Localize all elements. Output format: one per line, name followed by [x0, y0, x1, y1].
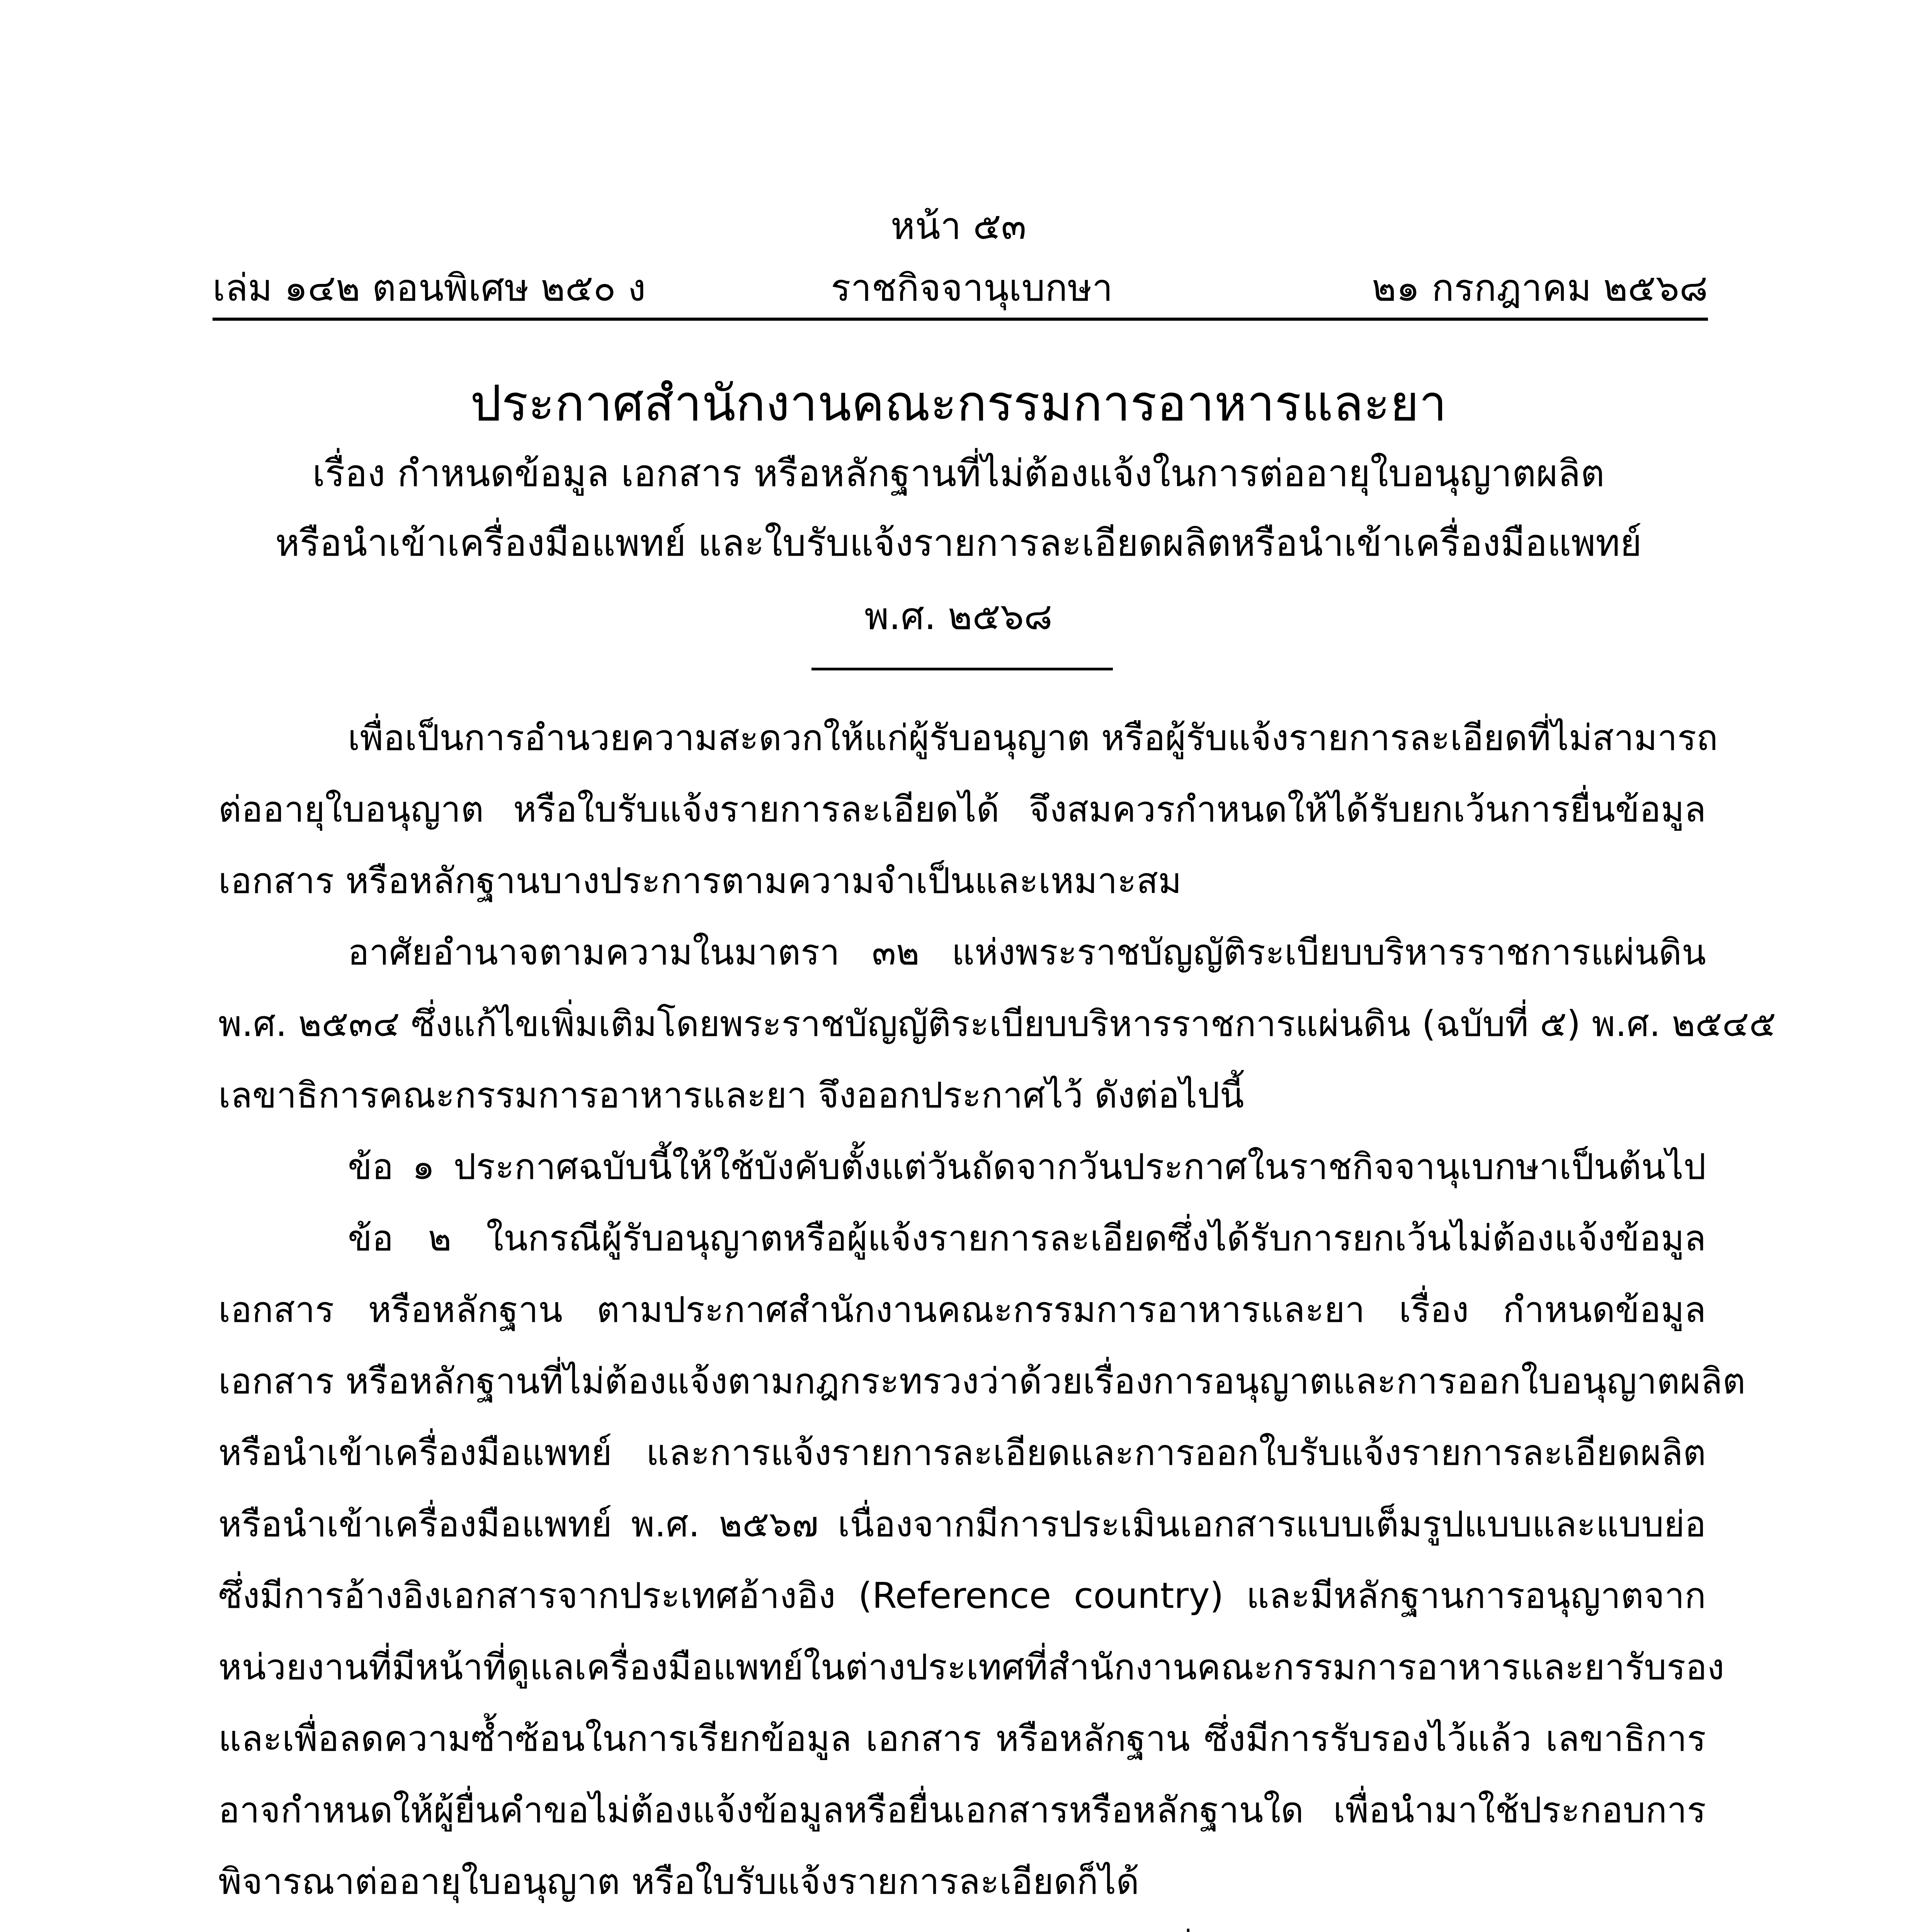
- page-number: หน้า ๕๓: [890, 204, 1027, 248]
- subtitle-line-1: เรื่อง กำหนดข้อมูล เอกสาร หรือหลักฐานที่ไม่ต้องแจ้งในการต่ออายุใบอนุญาตผลิต: [312, 452, 1605, 495]
- clause-1-line: ข้อ ๑ ประกาศฉบับนี้ให้ใช้บังคับตั้งแต่วันถัดจากวันประกาศในราชกิจจานุเบกษาเป็นต้นไป: [348, 1146, 1706, 1187]
- body-line: และเพื่อลดความซ้ำซ้อนในการเรียกข้อมูล เอกสาร หรือหลักฐาน ซึ่งมีการรับรองไว้แล้ว เลขาธิการ: [218, 1718, 1706, 1759]
- subtitle-year: พ.ศ. ๒๕๖๘: [864, 595, 1053, 638]
- body-line: หรือนำเข้าเครื่องมือแพทย์ และการแจ้งรายการละเอียดและการออกใบรับแจ้งรายการละเอียดผลิต: [218, 1432, 1706, 1473]
- body-line: เอกสาร หรือหลักฐาน ตามประกาศสำนักงานคณะกรรมการอาหารและยา เรื่อง กำหนดข้อมูล: [218, 1289, 1706, 1330]
- gazette-name: ราชกิจจานุเบกษา: [831, 266, 1113, 310]
- body-line: พ.ศ. ๒๕๓๔ ซึ่งแก้ไขเพิ่มเติมโดยพระราชบัญญัติระเบียบบริหารราชการแผ่นดิน (ฉบับที่ ๕) พ.ศ. ๒๕๔๕: [218, 1003, 1776, 1044]
- gazette-date: ๒๑ กรกฎาคม ๒๕๖๘: [1372, 266, 1708, 310]
- body-line: ต่ออายุใบอนุญาต หรือใบรับแจ้งรายการละเอียดได้ จึงสมควรกำหนดให้ได้รับยกเว้นการยื่นข้อมูล: [218, 789, 1706, 830]
- header-divider: [213, 318, 1708, 321]
- clause-3-line: [348, 1928, 1706, 1932]
- body-line: ซึ่งมีการอ้างอิงเอกสารจากประเทศอ้างอิง (Reference country) และมีหลักฐานการอนุญาตจาก: [218, 1575, 1706, 1616]
- body-line: อาศัยอำนาจตามความในมาตรา ๓๒ แห่งพระราชบัญญัติระเบียบบริหารราชการแผ่นดิน: [348, 932, 1706, 973]
- gazette-volume: เล่ม ๑๔๒ ตอนพิเศษ ๒๕๐ ง: [213, 266, 646, 310]
- body-line: พิจารณาต่ออายุใบอนุญาต หรือใบรับแจ้งรายการละเอียดก็ได้: [218, 1861, 1140, 1902]
- body-line: เอกสาร หรือหลักฐานที่ไม่ต้องแจ้งตามกฎกระทรวงว่าด้วยเรื่องการอนุญาตและการออกใบอนุญาตผลิต: [218, 1361, 1746, 1402]
- clause-2-line: ข้อ ๒ ในกรณีผู้รับอนุญาตหรือผู้แจ้งรายการละเอียดซึ่งได้รับการยกเว้นไม่ต้องแจ้งข้อมูล: [348, 1218, 1706, 1259]
- body-line: หน่วยงานที่มีหน้าที่ดูแลเครื่องมือแพทย์ในต่างประเทศที่สำนักงานคณะกรรมการอาหารและยารับรอง: [218, 1646, 1725, 1688]
- body-line: อาจกำหนดให้ผู้ยื่นคำขอไม่ต้องแจ้งข้อมูลหรือยื่นเอกสารหรือหลักฐานใด เพื่อนำมาใช้ประกอบการ: [218, 1789, 1706, 1831]
- body-line: เลขาธิการคณะกรรมการอาหารและยา จึงออกประกาศไว้ ดังต่อไปนี้: [218, 1075, 1244, 1116]
- subtitle-line-2: หรือนำเข้าเครื่องมือแพทย์ และใบรับแจ้งรายการละเอียดผลิตหรือนำเข้าเครื่องมือแพทย์: [275, 521, 1642, 565]
- body-line: หรือนำเข้าเครื่องมือแพทย์ พ.ศ. ๒๕๖๗ เนื่องจากมีการประเมินเอกสารแบบเต็มรูปแบบและแบบย่อ: [218, 1503, 1706, 1545]
- body-line: เพื่อเป็นการอำนวยความสะดวกให้แก่ผู้รับอนุญาต หรือผู้รับแจ้งรายการละเอียดที่ไม่สามารถ: [348, 717, 1718, 759]
- announcement-title: ประกาศสำนักงานคณะกรรมการอาหารและยา: [470, 375, 1447, 432]
- body-line: เอกสาร หรือหลักฐานบางประการตามความจำเป็นและเหมาะสม: [218, 860, 1182, 901]
- gazette-header: [213, 263, 1708, 321]
- title-divider: [811, 668, 1113, 670]
